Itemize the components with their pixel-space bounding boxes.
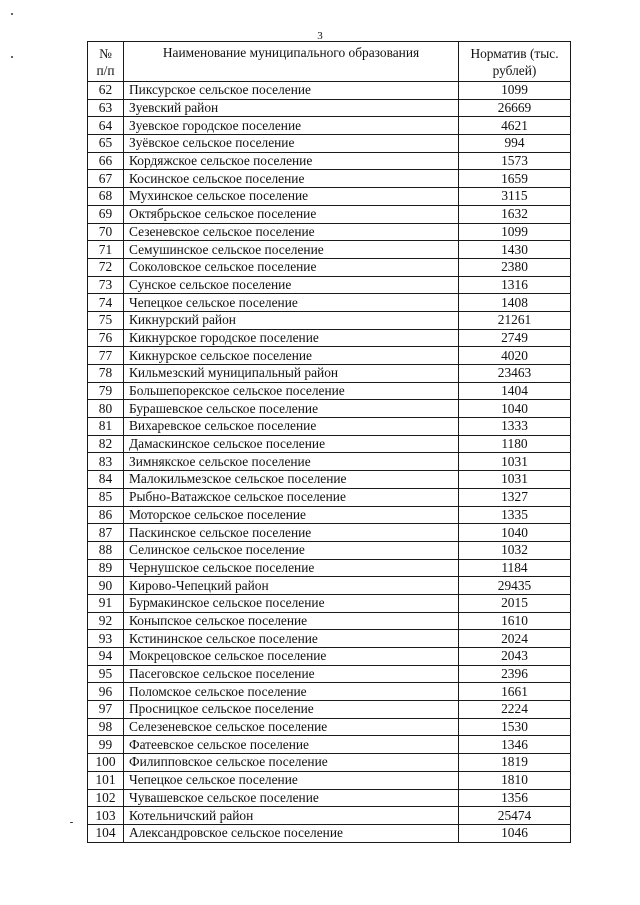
municipality-name: Пасеговское сельское поселение	[124, 665, 459, 683]
table-row	[88, 258, 571, 276]
header-value-label: Норматив (тыс. рублей)	[470, 45, 559, 78]
normative-value: 1659	[459, 170, 571, 188]
row-number: 90	[88, 577, 124, 595]
table-body	[88, 82, 571, 843]
table-row	[88, 471, 571, 489]
normative-value: 2396	[459, 665, 571, 683]
table-row	[88, 365, 571, 383]
municipality-name: Рыбно-Ватажское сельское поселение	[124, 488, 459, 506]
row-number: 69	[88, 205, 124, 223]
municipality-name: Мокрецовское сельское поселение	[124, 648, 459, 666]
header-name-label: Наименование муниципального образования	[162, 45, 420, 60]
municipality-name: Александровское сельское поселение	[124, 824, 459, 842]
municipality-name: Бурмакинское сельское поселение	[124, 594, 459, 612]
scan-speck	[11, 13, 13, 15]
scan-speck	[70, 822, 73, 823]
table-row	[88, 382, 571, 400]
normative-value: 1408	[459, 294, 571, 312]
table-row	[88, 524, 571, 542]
municipality-name: Чувашевское сельское поселение	[124, 789, 459, 807]
row-number: 73	[88, 276, 124, 294]
row-number: 98	[88, 718, 124, 736]
normative-value: 1040	[459, 400, 571, 418]
normative-value: 21261	[459, 311, 571, 329]
row-number: 74	[88, 294, 124, 312]
row-number: 70	[88, 223, 124, 241]
table-row	[88, 789, 571, 807]
normative-value: 2043	[459, 648, 571, 666]
row-number: 95	[88, 665, 124, 683]
table-row	[88, 82, 571, 100]
municipality-name: Малокильмезское сельское поселение	[124, 471, 459, 489]
table-row	[88, 276, 571, 294]
table-row	[88, 665, 571, 683]
municipality-name: Косинское сельское поселение	[124, 170, 459, 188]
municipality-name: Мухинское сельское поселение	[124, 188, 459, 206]
table-row	[88, 453, 571, 471]
normative-value: 25474	[459, 807, 571, 825]
row-number: 72	[88, 258, 124, 276]
table-row	[88, 824, 571, 842]
municipality-name: Чепецкое сельское поселение	[124, 294, 459, 312]
header-num	[88, 42, 124, 82]
normative-value: 4621	[459, 117, 571, 135]
normative-value: 1335	[459, 506, 571, 524]
table-row	[88, 648, 571, 666]
row-number: 76	[88, 329, 124, 347]
municipality-name: Кикнурское городское поселение	[124, 329, 459, 347]
row-number: 66	[88, 152, 124, 170]
municipality-name: Чепецкое сельское поселение	[124, 771, 459, 789]
row-number: 78	[88, 365, 124, 383]
row-number: 62	[88, 82, 124, 100]
row-number: 71	[88, 241, 124, 259]
table-row	[88, 188, 571, 206]
municipality-name: Селинское сельское поселение	[124, 541, 459, 559]
municipality-name: Кикнурский район	[124, 311, 459, 329]
table-row	[88, 701, 571, 719]
row-number: 75	[88, 311, 124, 329]
normative-value: 2224	[459, 701, 571, 719]
normative-value: 2015	[459, 594, 571, 612]
normative-table	[87, 41, 571, 843]
normative-value: 1180	[459, 435, 571, 453]
municipality-name: Кирово-Чепецкий район	[124, 577, 459, 595]
table-row	[88, 152, 571, 170]
table-row	[88, 594, 571, 612]
normative-value: 1610	[459, 612, 571, 630]
table-header-row	[88, 42, 571, 82]
table-row	[88, 241, 571, 259]
row-number: 88	[88, 541, 124, 559]
table-row	[88, 329, 571, 347]
normative-value: 1099	[459, 82, 571, 100]
row-number: 84	[88, 471, 124, 489]
table-row	[88, 577, 571, 595]
row-number: 83	[88, 453, 124, 471]
table-row	[88, 771, 571, 789]
normative-value: 1032	[459, 541, 571, 559]
municipality-name: Сезеневское сельское поселение	[124, 223, 459, 241]
normative-value: 994	[459, 135, 571, 153]
normative-value: 1430	[459, 241, 571, 259]
normative-value: 1356	[459, 789, 571, 807]
row-number: 97	[88, 701, 124, 719]
table-row	[88, 418, 571, 436]
row-number: 85	[88, 488, 124, 506]
row-number: 68	[88, 188, 124, 206]
normative-value: 1661	[459, 683, 571, 701]
normative-value: 1632	[459, 205, 571, 223]
row-number: 80	[88, 400, 124, 418]
normative-value: 1810	[459, 771, 571, 789]
table-row	[88, 718, 571, 736]
normative-value: 1404	[459, 382, 571, 400]
page-number: 3	[317, 30, 323, 42]
table-row	[88, 99, 571, 117]
row-number: 104	[88, 824, 124, 842]
row-number: 89	[88, 559, 124, 577]
row-number: 91	[88, 594, 124, 612]
municipality-name: Кстининское сельское поселение	[124, 630, 459, 648]
normative-value: 26669	[459, 99, 571, 117]
normative-value: 1346	[459, 736, 571, 754]
row-number: 101	[88, 771, 124, 789]
table-row	[88, 630, 571, 648]
municipality-name: Бурашевское сельское поселение	[124, 400, 459, 418]
municipality-name: Зуёвское сельское поселение	[124, 135, 459, 153]
normative-value: 1333	[459, 418, 571, 436]
table-row	[88, 683, 571, 701]
row-number: 96	[88, 683, 124, 701]
municipality-name: Большепорекское сельское поселение	[124, 382, 459, 400]
table-row	[88, 559, 571, 577]
table-row	[88, 135, 571, 153]
row-number: 103	[88, 807, 124, 825]
municipality-name: Семушинское сельское поселение	[124, 241, 459, 259]
row-number: 63	[88, 99, 124, 117]
table-row	[88, 400, 571, 418]
row-number: 81	[88, 418, 124, 436]
row-number: 100	[88, 754, 124, 772]
normative-value: 1031	[459, 453, 571, 471]
normative-value: 1819	[459, 754, 571, 772]
normative-value: 1184	[459, 559, 571, 577]
municipality-name: Котельничский район	[124, 807, 459, 825]
normative-value: 2024	[459, 630, 571, 648]
municipality-name: Просницкое сельское поселение	[124, 701, 459, 719]
municipality-name: Кильмезский муниципальный район	[124, 365, 459, 383]
table-row	[88, 311, 571, 329]
row-number: 79	[88, 382, 124, 400]
normative-value: 1031	[459, 471, 571, 489]
header-value	[459, 42, 571, 82]
row-number: 92	[88, 612, 124, 630]
row-number: 67	[88, 170, 124, 188]
table-row	[88, 506, 571, 524]
header-num-label: № п/п	[96, 45, 115, 78]
normative-value: 1046	[459, 824, 571, 842]
normative-value: 29435	[459, 577, 571, 595]
row-number: 65	[88, 135, 124, 153]
table-row	[88, 294, 571, 312]
table-row	[88, 736, 571, 754]
municipality-name: Филипповское сельское поселение	[124, 754, 459, 772]
table-row	[88, 807, 571, 825]
scan-speck	[11, 56, 13, 58]
row-number: 99	[88, 736, 124, 754]
normative-value: 1327	[459, 488, 571, 506]
row-number: 82	[88, 435, 124, 453]
table-row	[88, 205, 571, 223]
municipality-name: Паскинское сельское поселение	[124, 524, 459, 542]
normative-value: 1099	[459, 223, 571, 241]
table-row	[88, 488, 571, 506]
municipality-name: Соколовское сельское поселение	[124, 258, 459, 276]
row-number: 102	[88, 789, 124, 807]
municipality-name: Зуевское городское поселение	[124, 117, 459, 135]
municipality-name: Октябрьское сельское поселение	[124, 205, 459, 223]
municipality-name: Фатеевское сельское поселение	[124, 736, 459, 754]
table-row	[88, 347, 571, 365]
municipality-name: Чернушское сельское поселение	[124, 559, 459, 577]
row-number: 86	[88, 506, 124, 524]
municipality-name: Зимнякское сельское поселение	[124, 453, 459, 471]
normative-value: 1040	[459, 524, 571, 542]
municipality-name: Коныпское сельское поселение	[124, 612, 459, 630]
municipality-name: Кикнурское сельское поселение	[124, 347, 459, 365]
table-row	[88, 117, 571, 135]
header-name	[124, 42, 459, 82]
row-number: 77	[88, 347, 124, 365]
municipality-name: Дамаскинское сельское поселение	[124, 435, 459, 453]
table-row	[88, 170, 571, 188]
row-number: 94	[88, 648, 124, 666]
row-number: 64	[88, 117, 124, 135]
municipality-name: Кордяжское сельское поселение	[124, 152, 459, 170]
normative-value: 4020	[459, 347, 571, 365]
table-row	[88, 223, 571, 241]
normative-value: 23463	[459, 365, 571, 383]
row-number: 87	[88, 524, 124, 542]
municipality-name: Моторское сельское поселение	[124, 506, 459, 524]
normative-value: 2380	[459, 258, 571, 276]
municipality-name: Сунское сельское поселение	[124, 276, 459, 294]
normative-value: 2749	[459, 329, 571, 347]
table-row	[88, 612, 571, 630]
table-row	[88, 541, 571, 559]
row-number: 93	[88, 630, 124, 648]
table-row	[88, 435, 571, 453]
municipality-name: Селезеневское сельское поселение	[124, 718, 459, 736]
normative-value: 3115	[459, 188, 571, 206]
normative-value: 1530	[459, 718, 571, 736]
municipality-name: Поломское сельское поселение	[124, 683, 459, 701]
municipality-name: Пиксурское сельское поселение	[124, 82, 459, 100]
table-row	[88, 754, 571, 772]
municipality-name: Вихаревское сельское поселение	[124, 418, 459, 436]
municipality-name: Зуевский район	[124, 99, 459, 117]
normative-value: 1316	[459, 276, 571, 294]
normative-value: 1573	[459, 152, 571, 170]
